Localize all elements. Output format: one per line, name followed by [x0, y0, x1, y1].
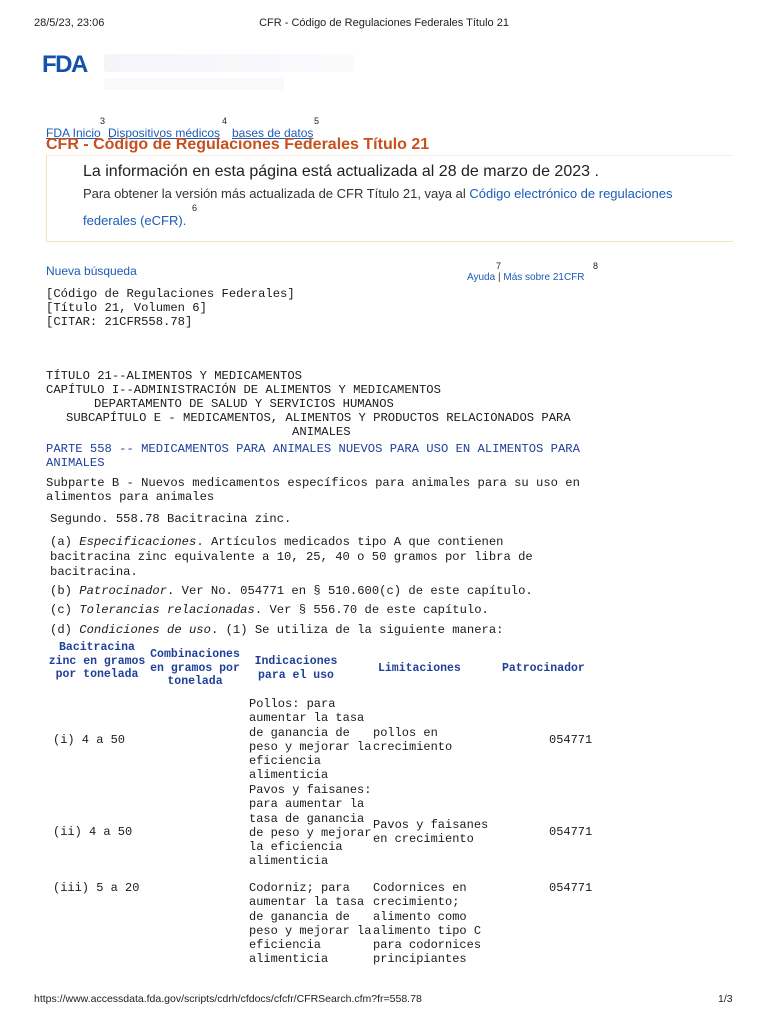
- row2-indications: Pavos y faisanes: para aumentar la tasa de ganancia de peso y mejorar la eficiencia alimenticia: [249, 783, 372, 869]
- row2-dose: (ii) 4 a 50: [53, 825, 133, 839]
- more-about-21cfr-link[interactable]: Más sobre 21CFR: [503, 272, 585, 283]
- row2-sponsor: 054771: [549, 825, 593, 839]
- para-b-rest: . Ver No. 054771 en § 510.600(c) de este capítulo.: [167, 584, 533, 598]
- para-c-rest: . Ver § 556.70 de este capítulo.: [254, 603, 489, 617]
- ecfr-link-line2[interactable]: federales (eCFR).: [83, 213, 187, 228]
- row1-limitations: pollos en crecimiento: [373, 726, 453, 755]
- print-footer-url: https://www.accessdata.fda.gov/scripts/cdrh/cfdocs/cfcfr/CFRSearch.cfm?fr=558.78: [34, 993, 422, 1005]
- more-sup: 8: [593, 261, 599, 271]
- breadcrumb-item-dispositivos[interactable]: Dispositivos médicos: [108, 126, 221, 140]
- row3-sponsor: 054771: [549, 881, 593, 895]
- breadcrumb-item-bases-de-datos[interactable]: bases de datos: [232, 126, 314, 140]
- col-header-combinations: Combinaciones en gramos por tonelada: [150, 648, 240, 688]
- part-heading-2: ANIMALES: [46, 456, 105, 470]
- print-footer-page: 1/3: [718, 993, 733, 1005]
- chapter-heading: CAPÍTULO I--ADMINISTRACIÓN DE ALIMENTOS Y MEDICAMENTOS: [46, 383, 441, 397]
- para-b-label: (b): [50, 584, 72, 598]
- help-sup: 7: [496, 261, 502, 271]
- ecfr-link-line1[interactable]: Código electrónico de regulaciones: [469, 186, 673, 201]
- row1-indications: Pollos: para aumentar la tasa de ganancia de peso y mejorar la eficiencia alimenticia: [249, 697, 372, 783]
- para-a-label: (a): [50, 535, 72, 549]
- para-b-italic: Patrocinador: [79, 584, 168, 598]
- page-title: CFR - Código de Regulaciones Federales Título 21: [46, 136, 430, 153]
- citation-line-1: [Código de Regulaciones Federales]: [46, 287, 295, 301]
- fda-logo-text: FDA: [42, 51, 87, 75]
- header-faded-title: [104, 54, 354, 72]
- fda-logo[interactable]: [42, 51, 90, 75]
- paragraph-b: [50, 584, 533, 598]
- citation-line-2: [Título 21, Volumen 6]: [46, 301, 207, 315]
- new-search-link[interactable]: Nueva búsqueda: [46, 264, 137, 278]
- help-nav: [467, 272, 585, 283]
- row1-dose: (i) 4 a 50: [53, 733, 126, 747]
- subchapter-heading-2: ANIMALES: [292, 425, 351, 439]
- title-heading: TÍTULO 21--ALIMENTOS Y MEDICAMENTOS: [46, 369, 302, 383]
- paragraph-c: [50, 603, 489, 617]
- section-title: Segundo. 558.78 Bacitracina zinc.: [50, 512, 292, 526]
- paragraph-a: [50, 535, 504, 549]
- nav-separator: |: [497, 272, 501, 283]
- paragraph-d: [50, 623, 504, 637]
- citation-line-3: [CITAR: 21CFR558.78]: [46, 315, 193, 329]
- help-link[interactable]: Ayuda: [467, 272, 496, 283]
- col-header-dose: Bacitracina zinc en gramos por tonelada: [48, 641, 146, 681]
- col-header-indications: Indicaciones para el uso: [254, 655, 338, 682]
- row3-limitations: Codornices en crecimiento; alimento como alimento tipo C para codornices principiantes: [373, 881, 482, 967]
- row2-limitations: Pavos y faisanes en crecimiento: [373, 818, 489, 847]
- notice-text-prefix: Para obtener la versión más actualizada de CFR Título 21, vaya al: [83, 186, 466, 201]
- notice-headline: La información en esta página está actualizada al 28 de marzo de 2023 .: [83, 163, 599, 180]
- notice-sup: 6: [192, 203, 198, 213]
- subpart-heading-2: alimentos para animales: [46, 490, 215, 504]
- paragraph-a-line3: bacitracina.: [50, 565, 138, 579]
- print-doc-title: CFR - Código de Regulaciones Federales Título 21: [259, 17, 509, 29]
- para-d-italic: Condiciones de uso: [79, 623, 211, 637]
- breadcrumb-item-fda-inicio[interactable]: FDA Inicio: [46, 126, 101, 140]
- paragraph-a-line2: bacitracina zinc equivalente a 10, 25, 40 o 50 gramos por libra de: [50, 550, 533, 564]
- col-header-sponsor: Patrocinador: [502, 662, 585, 675]
- notice-text: [83, 186, 672, 201]
- para-c-italic: Tolerancias relacionadas: [79, 603, 255, 617]
- header-faded-subtitle: [104, 78, 284, 90]
- subpart-heading-1: Subparte B - Nuevos medicamentos específicos para animales para su uso en: [46, 476, 580, 490]
- row3-dose: (iii) 5 a 20: [53, 881, 140, 895]
- para-a-italic: Especificaciones: [79, 535, 197, 549]
- para-d-label: (d): [50, 623, 72, 637]
- para-d-rest: . (1) Se utiliza de la siguiente manera:: [210, 623, 504, 637]
- breadcrumb-sup-2: 4: [222, 116, 228, 126]
- breadcrumb-sup-3: 5: [314, 116, 320, 126]
- para-a-rest: . Artículos medicados tipo A que contienen: [196, 535, 504, 549]
- para-c-label: (c): [50, 603, 72, 617]
- row3-indications: Codorniz; para aumentar la tasa de ganancia de peso y mejorar la eficiencia alimenticia: [249, 881, 372, 967]
- row1-sponsor: 054771: [549, 733, 593, 747]
- col-header-limitations: Limitaciones: [378, 662, 461, 675]
- print-datetime: 28/5/23, 23:06: [34, 17, 105, 29]
- part-heading-1: PARTE 558 -- MEDICAMENTOS PARA ANIMALES NUEVOS PARA USO EN ALIMENTOS PARA: [46, 442, 580, 456]
- subchapter-heading-1: SUBCAPÍTULO E - MEDICAMENTOS, ALIMENTOS Y PRODUCTOS RELACIONADOS PARA: [66, 411, 571, 425]
- department-heading: DEPARTAMENTO DE SALUD Y SERVICIOS HUMANOS: [94, 397, 394, 411]
- breadcrumb-sup-1: 3: [100, 116, 106, 126]
